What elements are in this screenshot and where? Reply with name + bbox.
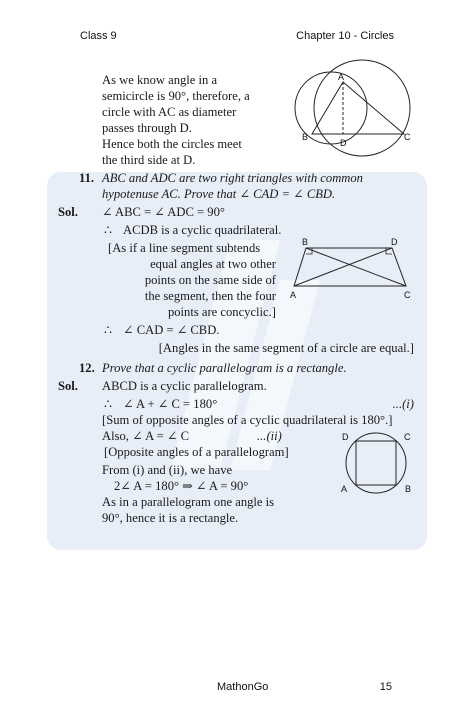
page-number: 15 [379,681,392,693]
q11-therefore-2: ∴ [104,323,113,337]
fig1-label-c: C [404,132,411,142]
rectangle-abcd [356,441,396,485]
q12-question: Prove that a cyclic parallelogram is a rectangle. [102,361,347,375]
q11-reason-line-4: the segment, then the four [144,289,276,303]
q12-line-6: From (i) and (ii), we have [102,463,233,477]
fig2-label-d: D [391,237,398,247]
fig3-label-d: D [342,432,349,442]
q12-line-3: [Sum of opposite angles of a cyclic quadrilateral is 180°.] [102,413,393,427]
q12-line-4: Also, ∠ A = ∠ C [102,429,189,443]
fig2-label-a: A [290,290,297,300]
intro-line-2: semicircle is 90°, therefore, a [102,89,250,103]
figure-trapezium [288,236,418,304]
intro-line-6: the third side at D. [102,153,196,167]
q11-reason-line-5: points are concyclic.] [167,305,276,319]
q11-line-2: ACDB is a cyclic quadrilateral. [123,223,282,237]
q11-reason-line-2: equal angles at two other [150,257,276,271]
q11-sol-label: Sol. [58,205,78,219]
q11-line-4: [Angles in the same segment of a circle are equal.] [158,341,414,355]
intro-line-1: As we know angle in a [102,73,218,87]
circumcircle [346,433,406,493]
triangle-abc [312,82,404,134]
q11-line-3: ∠ CAD = ∠ CBD. [123,323,220,337]
intro-line-5: Hence both the circles meet [102,137,242,151]
q12-line-1: ABCD is a cyclic parallelogram. [102,379,267,393]
fig3-label-c: C [404,432,411,442]
header-chapter: Chapter 10 - Circles [296,30,394,42]
q12-line-7: 2∠ A = 180° ⇒ ∠ A = 90° [114,479,249,493]
figure-two-circles [290,72,415,148]
q11-question-line-1: ABC and ADC are two right triangles with common [102,171,363,185]
header-class: Class 9 [80,30,117,42]
intro-line-4: passes through D. [102,121,192,135]
fig1-label-a: A [338,72,345,82]
footer-brand: MathonGo [217,681,269,693]
intro-line-3: circle with AC as diameter [102,105,237,119]
q12-line-5: [Opposite angles of a parallelogram] [104,445,289,459]
q11-line-1: ∠ ABC = ∠ ADC = 90° [102,205,225,219]
fig2-label-c: C [404,290,411,300]
q12-line-8a: As in a parallelogram one angle is [102,495,275,509]
q12-ref-i: ...(i) [392,397,414,411]
fig3-label-b: B [405,484,412,494]
q12-number: 12. [79,361,95,375]
fig1-label-b: B [302,132,309,142]
q12-line-2: ∠ A + ∠ C = 180° [123,397,218,411]
q11-reason-line-3: points on the same side of [144,273,276,287]
q11-therefore-1: ∴ [104,223,113,237]
circle-ac-diameter [314,60,410,156]
fig1-label-d: D [340,138,347,148]
q12-ref-ii: ...(ii) [257,429,282,443]
q11-reason-line-1: [As if a line segment subtends [108,241,261,255]
fig3-label-a: A [341,484,348,494]
q12-line-8b: 90°, hence it is a rectangle. [102,511,239,525]
q12-therefore: ∴ [104,397,113,411]
figure-cyclic-rectangle [338,432,418,494]
q12-sol-label: Sol. [58,379,78,393]
fig2-label-b: B [302,237,309,247]
q11-question-line-2: hypotenuse AC. Prove that ∠ CAD = ∠ CBD. [102,187,336,201]
q11-number: 11. [79,171,95,185]
